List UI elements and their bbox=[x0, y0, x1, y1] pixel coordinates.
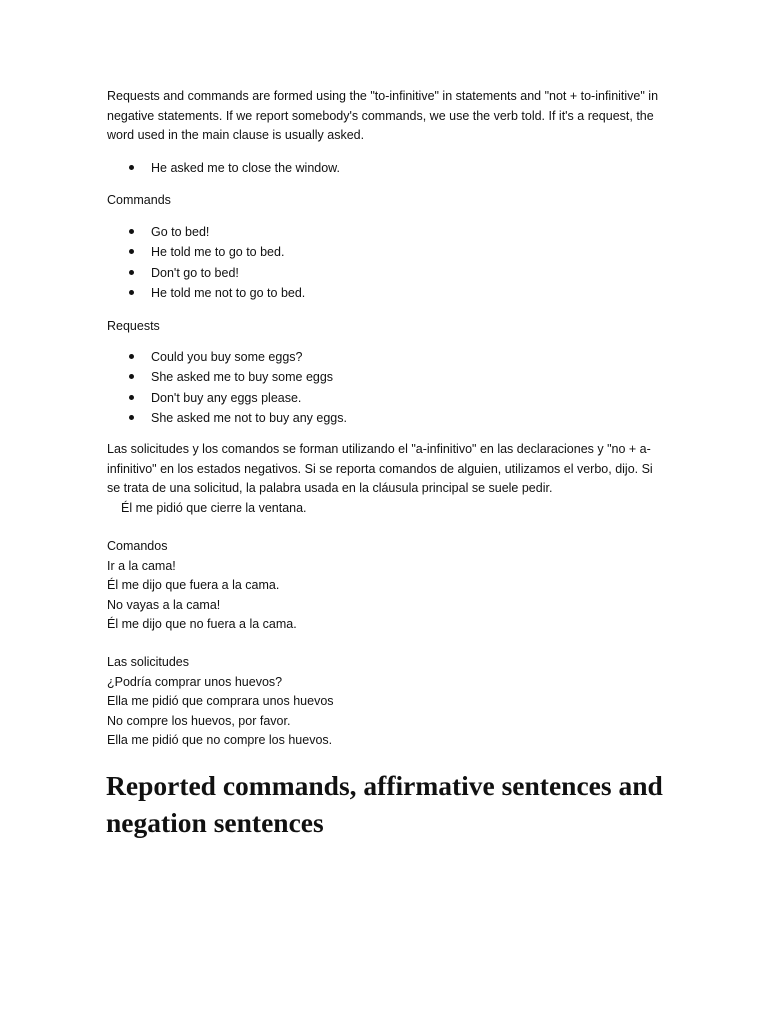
english-commands-list bbox=[129, 222, 649, 303]
bullet-icon bbox=[129, 415, 134, 420]
command-text: He told me not to go to bed. bbox=[151, 285, 306, 300]
english-example-list bbox=[129, 158, 649, 178]
list-item bbox=[129, 367, 649, 387]
spanish-commands-block bbox=[107, 537, 667, 635]
english-intro-text: Requests and commands are formed using the "to-infinitive" in statements and "not + to-infinitive" in negative statements. If we report somebody's commands, we use the verb told. If it's a request, the word used in the main clause is usually asked. bbox=[107, 89, 659, 142]
bullet-icon bbox=[129, 395, 134, 400]
spanish-commands-label: Comandos bbox=[107, 539, 168, 553]
request-text: She asked me not to buy any eggs. bbox=[151, 410, 347, 425]
list-item bbox=[129, 263, 649, 283]
english-requests-list bbox=[129, 347, 649, 428]
list-item: No compre los huevos, por favor. bbox=[107, 713, 291, 728]
spanish-requests-label: Las solicitudes bbox=[107, 655, 189, 669]
list-item: Él me dijo que fuera a la cama. bbox=[107, 578, 280, 593]
list-item: Ella me pidió que comprara unos huevos bbox=[107, 694, 334, 709]
english-commands-label: Commands bbox=[107, 193, 171, 207]
list-item bbox=[129, 222, 649, 242]
list-item: No vayas a la cama! bbox=[107, 597, 221, 612]
bullet-icon bbox=[129, 270, 134, 275]
english-requests-label: Requests bbox=[107, 319, 160, 333]
spanish-intro-paragraph bbox=[107, 440, 667, 499]
bullet-icon bbox=[129, 354, 134, 359]
list-item bbox=[129, 388, 649, 408]
request-text: She asked me to buy some eggs bbox=[151, 370, 334, 385]
command-text: Go to bed! bbox=[151, 225, 210, 239]
list-item: Él me dijo que no fuera a la cama. bbox=[107, 617, 297, 632]
list-item bbox=[129, 158, 649, 178]
list-item: Ella me pidió que no compre los huevos. bbox=[107, 733, 333, 748]
bullet-icon bbox=[129, 229, 134, 234]
spanish-requests-block bbox=[107, 653, 667, 751]
command-text: Don't go to bed! bbox=[151, 265, 239, 280]
spanish-example-text: Él me pidió que cierre la ventana. bbox=[121, 501, 307, 515]
request-text: Could you buy some eggs? bbox=[151, 350, 303, 364]
request-text: Don't buy any eggs please. bbox=[151, 390, 302, 405]
list-item: Ir a la cama! bbox=[107, 558, 176, 573]
bullet-icon bbox=[129, 165, 134, 170]
list-item bbox=[129, 347, 649, 367]
list-item bbox=[129, 408, 649, 428]
section-heading: Reported commands, affirmative sentences and negation sentences bbox=[106, 770, 663, 838]
list-item: ¿Podría comprar unos huevos? bbox=[107, 674, 283, 689]
list-item bbox=[129, 283, 649, 303]
bullet-icon bbox=[129, 374, 134, 379]
list-item bbox=[129, 242, 649, 262]
bullet-icon bbox=[129, 249, 134, 254]
command-text: He told me to go to bed. bbox=[151, 245, 285, 260]
english-example-text: He asked me to close the window. bbox=[151, 161, 340, 175]
english-intro-paragraph bbox=[107, 87, 667, 146]
bullet-icon bbox=[129, 290, 134, 295]
spanish-intro-text: Las solicitudes y los comandos se forman utilizando el "a-infinitivo" en las declaraciones y "no + a-infinitivo" en los estados negativos. Si se reporta comandos de alguien, utilizamos el verbo, dijo. Si se trata de una solicitud, la palabra usada en la cláusula principal se suele pedir. bbox=[107, 442, 653, 495]
